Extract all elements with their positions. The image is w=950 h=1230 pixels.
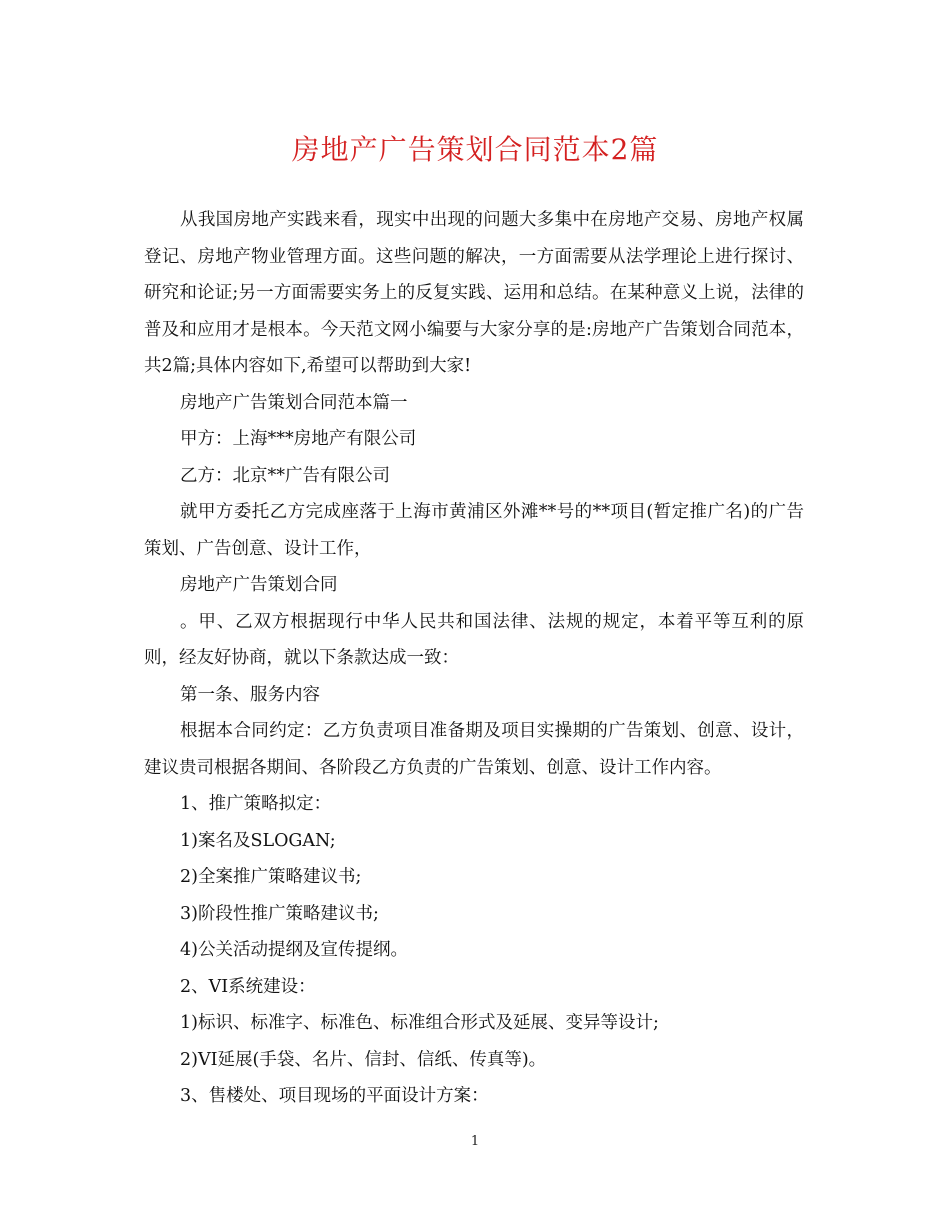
list-item: 2)全案推广策略建议书;: [180, 867, 362, 887]
party-a: 甲方：上海***房地产有限公司: [180, 429, 417, 449]
list-heading: 1、推广策略拟定：: [180, 794, 332, 814]
contract-paragraph: 。甲、乙双方根据现行中华人民共和国法律、法规的规定，本着平等互利的原则，经友好协商，就以下条款达成一致：: [144, 611, 804, 668]
document-body: [144, 202, 804, 1115]
document-title: 房地产广告策划合同范本2篇: [291, 133, 659, 166]
list-item: 1)案名及SLOGAN;: [180, 830, 336, 851]
list-item: 3)阶段性推广策略建议书;: [180, 903, 379, 924]
intro-paragraph: 从我国房地产实践来看，现实中出现的问题大多集中在房地产交易、房地产权属登记、房地产物业管理方面。这些问题的解决，一方面需要从法学理论上进行探讨、研究和论证;另一方面需要实务上的反复实践、运用和总结。在某种意义上说，法律的普及和应用才是根本。今天范文网小编要与大家分享的是:房地产广告策划合同范本，共2篇;具体内容如下,希望可以帮助到大家!: [144, 210, 804, 376]
contract-paragraph: 房地产广告策划合同: [180, 575, 338, 595]
article-heading: 第一条、服务内容: [180, 684, 320, 705]
contract-paragraph: 根据本合同约定：乙方负责项目准备期及项目实操期的广告策划、创意、设计，建议贵司根据各期间、各阶段乙方负责的广告策划、创意、设计工作内容。: [144, 721, 804, 778]
list-item: 2)VI延展(手袋、名片、信封、信纸、传真等)。: [180, 1049, 547, 1070]
page-number: 1: [470, 1134, 480, 1149]
list-heading: 3、售楼处、项目现场的平面设计方案：: [180, 1086, 489, 1106]
list-item: 1)标识、标准字、标准色、标准组合形式及延展、变异等设计;: [180, 1013, 659, 1033]
contract-paragraph: 就甲方委托乙方完成座落于上海市黄浦区外滩**号的**项目(暂定推广名)的广告策划、广告创意、设计工作，: [144, 502, 804, 559]
list-item: 4)公关活动提纲及宣传提纲。: [180, 940, 408, 960]
party-b: 乙方：北京**广告有限公司: [180, 465, 390, 486]
section-heading: 房地产广告策划合同范本篇一: [180, 392, 408, 413]
list-heading: 2、VI系统建设：: [180, 976, 316, 997]
